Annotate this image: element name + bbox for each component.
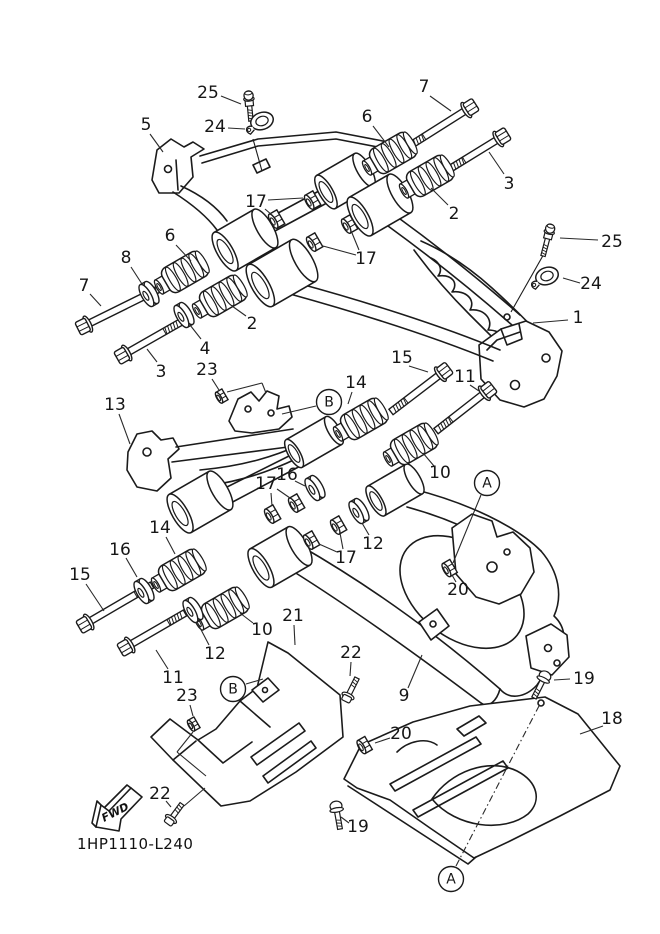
leader-line <box>560 238 598 240</box>
flange-nut-17-7 <box>329 516 347 536</box>
arm9-front-pivot-tube <box>243 523 317 591</box>
callout-15: 15 <box>391 348 413 368</box>
leader-line <box>131 267 142 284</box>
guard-part-18 <box>344 697 620 864</box>
fwd-label: FWD <box>99 800 132 825</box>
bushing-7 <box>147 546 209 598</box>
callout-4: 4 <box>199 339 211 359</box>
leader-line <box>221 96 241 104</box>
view-letter-B: B <box>228 681 238 698</box>
callout-6: 6 <box>361 107 373 127</box>
leader-line <box>563 278 580 283</box>
leader-line <box>150 134 163 152</box>
callout-21: 21 <box>282 606 304 626</box>
callout-7: 7 <box>78 276 90 296</box>
leader-line <box>184 788 205 806</box>
callout-16: 16 <box>276 465 298 485</box>
leader-line <box>323 246 356 255</box>
callout-17: 17 <box>355 249 377 269</box>
part-code: 1HP1110-L240 <box>77 835 194 853</box>
callout-5: 5 <box>140 115 152 135</box>
callout-19: 19 <box>573 669 595 689</box>
callout-10: 10 <box>251 620 273 640</box>
callout-25: 25 <box>601 232 623 252</box>
callout-14: 14 <box>345 373 367 393</box>
leader-line <box>348 392 352 404</box>
callout-1: 1 <box>572 308 584 328</box>
flange-bolt-2 <box>443 126 512 178</box>
guard-part-21 <box>151 642 343 806</box>
callout-23: 23 <box>196 360 218 380</box>
callout-17: 17 <box>255 474 277 494</box>
guard-screw-22-1 <box>340 675 363 704</box>
leader-line <box>156 650 168 669</box>
callout-12: 12 <box>362 534 384 554</box>
flange-bolt-4 <box>113 314 186 366</box>
leader-line <box>340 533 343 549</box>
leader-line <box>430 96 451 111</box>
callout-15: 15 <box>69 565 91 585</box>
callout-13: 13 <box>104 395 126 415</box>
fwd-arrow <box>92 785 142 831</box>
leader-line <box>489 152 504 174</box>
leader-line <box>408 655 422 688</box>
leader-line <box>554 679 570 680</box>
view-letter-B: B <box>324 394 334 411</box>
callout-2: 2 <box>246 314 258 334</box>
leader-line <box>212 379 219 390</box>
view-letter-A: A <box>482 475 492 492</box>
guard-screw-19-1 <box>528 669 553 701</box>
callout-22: 22 <box>149 784 171 804</box>
callout-6: 6 <box>164 226 176 246</box>
callout-22: 22 <box>340 643 362 663</box>
guard-screw-22-2 <box>162 800 187 828</box>
callout-24: 24 <box>580 274 602 294</box>
flange-nut-23-1 <box>214 389 228 404</box>
leader-line <box>533 320 568 323</box>
leader-line <box>190 325 201 339</box>
leader-line <box>277 489 290 498</box>
callout-2: 2 <box>448 204 460 224</box>
grease-bolt-25-2 <box>538 223 556 257</box>
leader-line <box>352 233 359 250</box>
leader-line <box>431 188 448 205</box>
leader-line <box>350 662 351 676</box>
guard-screw-19-2 <box>328 800 346 830</box>
leader-line <box>147 349 157 362</box>
leader-line <box>227 383 262 392</box>
flange-bolt-6 <box>431 380 499 438</box>
callout-25: 25 <box>197 83 219 103</box>
callout-11: 11 <box>162 668 184 688</box>
callout-3: 3 <box>503 174 515 194</box>
callout-8: 8 <box>120 248 132 268</box>
callout-11: 11 <box>454 367 476 387</box>
callout-17: 17 <box>335 548 357 568</box>
leader-line <box>268 198 303 200</box>
callout-12: 12 <box>204 644 226 664</box>
cable-clamp-24-2 <box>528 264 561 290</box>
callout-10: 10 <box>429 463 451 483</box>
callout-16: 16 <box>109 540 131 560</box>
leader-line <box>262 383 266 393</box>
callout-18: 18 <box>601 709 623 729</box>
callout-20: 20 <box>447 580 469 600</box>
view-letter-A: A <box>446 871 456 888</box>
callout-14: 14 <box>149 518 171 538</box>
leader-line <box>294 625 295 645</box>
callout-7: 7 <box>418 77 430 97</box>
washer-3 <box>302 473 328 502</box>
flange-nut-23-2 <box>186 717 200 732</box>
callout-20: 20 <box>390 724 412 744</box>
callout-24: 24 <box>204 117 226 137</box>
leader-line <box>119 414 130 444</box>
flange-nut-17-5 <box>287 494 305 514</box>
leader-line <box>228 128 245 129</box>
leader-line <box>90 294 101 306</box>
callout-19: 19 <box>347 817 369 837</box>
callout-17: 17 <box>245 192 267 212</box>
leader-line <box>86 584 104 611</box>
leader-line <box>166 537 175 554</box>
callout-23: 23 <box>176 686 198 706</box>
washer-4 <box>346 496 372 525</box>
leader-line <box>271 493 272 506</box>
flange-nut-17-6 <box>263 505 281 525</box>
flange-bolt-8 <box>116 605 190 658</box>
leader-line <box>190 705 193 716</box>
callout-3: 3 <box>155 362 167 382</box>
callout-9: 9 <box>398 686 410 706</box>
arm13-front-pivot-tube <box>162 467 238 536</box>
leader-line <box>232 306 246 316</box>
leader-line <box>126 558 137 577</box>
